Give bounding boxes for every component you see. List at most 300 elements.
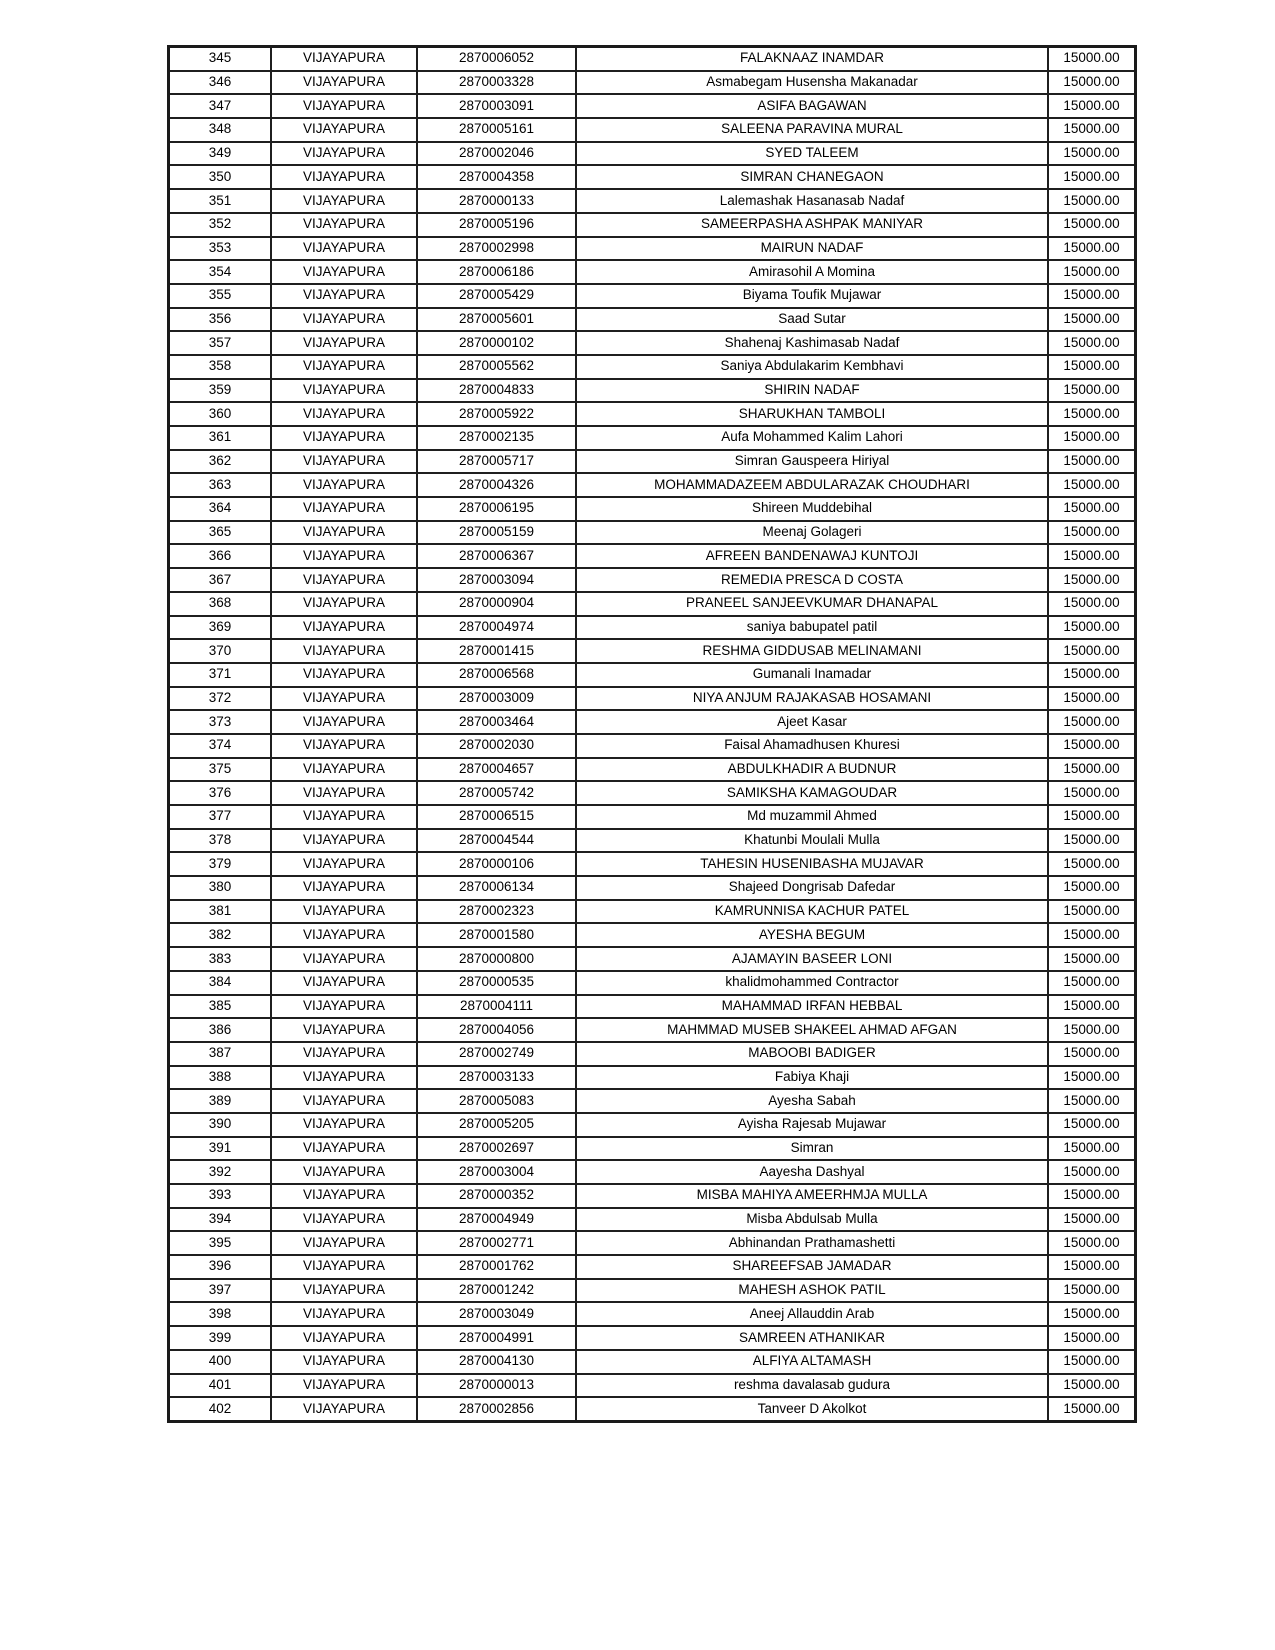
district-cell: VIJAYAPURA	[271, 971, 417, 995]
beneficiary-id-cell: 2870002323	[417, 900, 576, 924]
table-body	[169, 47, 1136, 1422]
beneficiary-name-cell: Gumanali Inamadar	[576, 663, 1048, 687]
serial-number-cell: 378	[169, 829, 272, 853]
beneficiary-id-cell: 2870004657	[417, 758, 576, 782]
district-cell: VIJAYAPURA	[271, 758, 417, 782]
amount-cell: 15000.00	[1048, 1397, 1136, 1421]
beneficiary-id-cell: 2870000535	[417, 971, 576, 995]
table-row	[169, 758, 1136, 782]
table-row	[169, 781, 1136, 805]
amount-cell: 15000.00	[1048, 876, 1136, 900]
district-cell: VIJAYAPURA	[271, 1255, 417, 1279]
serial-number-cell: 387	[169, 1042, 272, 1066]
beneficiary-name-cell: ABDULKHADIR A BUDNUR	[576, 758, 1048, 782]
district-cell: VIJAYAPURA	[271, 781, 417, 805]
beneficiary-id-cell: 2870001242	[417, 1279, 576, 1303]
beneficiary-id-cell: 2870000904	[417, 592, 576, 616]
table-row	[169, 876, 1136, 900]
table-row	[169, 1302, 1136, 1326]
district-cell: VIJAYAPURA	[271, 544, 417, 568]
serial-number-cell: 360	[169, 402, 272, 426]
amount-cell: 15000.00	[1048, 521, 1136, 545]
beneficiary-id-cell: 2870005601	[417, 308, 576, 332]
district-cell: VIJAYAPURA	[271, 995, 417, 1019]
beneficiary-id-cell: 2870006367	[417, 544, 576, 568]
beneficiary-name-cell: Tanveer D Akolkot	[576, 1397, 1048, 1421]
beneficiary-id-cell: 2870005083	[417, 1089, 576, 1113]
district-cell: VIJAYAPURA	[271, 521, 417, 545]
beneficiary-id-cell: 2870004833	[417, 379, 576, 403]
amount-cell: 15000.00	[1048, 379, 1136, 403]
district-cell: VIJAYAPURA	[271, 189, 417, 213]
beneficiary-name-cell: Md muzammil Ahmed	[576, 805, 1048, 829]
beneficiary-name-cell: Ayisha Rajesab Mujawar	[576, 1113, 1048, 1137]
beneficiary-name-cell: Shahenaj Kashimasab Nadaf	[576, 331, 1048, 355]
amount-cell: 15000.00	[1048, 663, 1136, 687]
beneficiary-table-container	[167, 45, 1120, 1423]
amount-cell: 15000.00	[1048, 260, 1136, 284]
serial-number-cell: 364	[169, 497, 272, 521]
serial-number-cell: 383	[169, 947, 272, 971]
amount-cell: 15000.00	[1048, 971, 1136, 995]
beneficiary-name-cell: SALEENA PARAVINA MURAL	[576, 118, 1048, 142]
amount-cell: 15000.00	[1048, 331, 1136, 355]
district-cell: VIJAYAPURA	[271, 710, 417, 734]
beneficiary-name-cell: PRANEEL SANJEEVKUMAR DHANAPAL	[576, 592, 1048, 616]
table-row	[169, 995, 1136, 1019]
beneficiary-name-cell: MAHMMAD MUSEB SHAKEEL AHMAD AFGAN	[576, 1018, 1048, 1042]
beneficiary-id-cell: 2870000352	[417, 1184, 576, 1208]
table-row	[169, 94, 1136, 118]
table-row	[169, 426, 1136, 450]
beneficiary-name-cell: TAHESIN HUSENIBASHA MUJAVAR	[576, 852, 1048, 876]
beneficiary-id-cell: 2870002749	[417, 1042, 576, 1066]
table-row	[169, 331, 1136, 355]
beneficiary-id-cell: 2870002771	[417, 1231, 576, 1255]
serial-number-cell: 379	[169, 852, 272, 876]
beneficiary-name-cell: Biyama Toufik Mujawar	[576, 284, 1048, 308]
serial-number-cell: 401	[169, 1374, 272, 1398]
amount-cell: 15000.00	[1048, 710, 1136, 734]
amount-cell: 15000.00	[1048, 47, 1136, 71]
serial-number-cell: 402	[169, 1397, 272, 1421]
serial-number-cell: 375	[169, 758, 272, 782]
serial-number-cell: 373	[169, 710, 272, 734]
amount-cell: 15000.00	[1048, 734, 1136, 758]
beneficiary-name-cell: NIYA ANJUM RAJAKASAB HOSAMANI	[576, 687, 1048, 711]
beneficiary-name-cell: SAMEERPASHA ASHPAK MANIYAR	[576, 213, 1048, 237]
district-cell: VIJAYAPURA	[271, 687, 417, 711]
serial-number-cell: 354	[169, 260, 272, 284]
serial-number-cell: 388	[169, 1066, 272, 1090]
beneficiary-name-cell: ASIFA BAGAWAN	[576, 94, 1048, 118]
beneficiary-name-cell: AFREEN BANDENAWAJ KUNTOJI	[576, 544, 1048, 568]
serial-number-cell: 381	[169, 900, 272, 924]
beneficiary-name-cell: KAMRUNNISA KACHUR PATEL	[576, 900, 1048, 924]
serial-number-cell: 353	[169, 237, 272, 261]
amount-cell: 15000.00	[1048, 1302, 1136, 1326]
amount-cell: 15000.00	[1048, 995, 1136, 1019]
district-cell: VIJAYAPURA	[271, 331, 417, 355]
table-row	[169, 1018, 1136, 1042]
district-cell: VIJAYAPURA	[271, 923, 417, 947]
serial-number-cell: 369	[169, 616, 272, 640]
district-cell: VIJAYAPURA	[271, 829, 417, 853]
table-row	[169, 1397, 1136, 1421]
amount-cell: 15000.00	[1048, 1113, 1136, 1137]
table-row	[169, 118, 1136, 142]
beneficiary-id-cell: 2870006134	[417, 876, 576, 900]
serial-number-cell: 368	[169, 592, 272, 616]
district-cell: VIJAYAPURA	[271, 1184, 417, 1208]
amount-cell: 15000.00	[1048, 1374, 1136, 1398]
amount-cell: 15000.00	[1048, 1279, 1136, 1303]
amount-cell: 15000.00	[1048, 237, 1136, 261]
table-row	[169, 237, 1136, 261]
beneficiary-name-cell: Simran	[576, 1137, 1048, 1161]
table-row	[169, 213, 1136, 237]
serial-number-cell: 374	[169, 734, 272, 758]
serial-number-cell: 363	[169, 473, 272, 497]
beneficiary-name-cell: khalidmohammed Contractor	[576, 971, 1048, 995]
beneficiary-name-cell: SHARUKHAN TAMBOLI	[576, 402, 1048, 426]
table-row	[169, 710, 1136, 734]
beneficiary-name-cell: Lalemashak Hasanasab Nadaf	[576, 189, 1048, 213]
serial-number-cell: 351	[169, 189, 272, 213]
amount-cell: 15000.00	[1048, 402, 1136, 426]
beneficiary-id-cell: 2870002697	[417, 1137, 576, 1161]
serial-number-cell: 345	[169, 47, 272, 71]
serial-number-cell: 367	[169, 568, 272, 592]
serial-number-cell: 370	[169, 639, 272, 663]
serial-number-cell: 392	[169, 1160, 272, 1184]
serial-number-cell: 398	[169, 1302, 272, 1326]
amount-cell: 15000.00	[1048, 118, 1136, 142]
table-row	[169, 734, 1136, 758]
district-cell: VIJAYAPURA	[271, 284, 417, 308]
district-cell: VIJAYAPURA	[271, 1089, 417, 1113]
amount-cell: 15000.00	[1048, 1160, 1136, 1184]
amount-cell: 15000.00	[1048, 308, 1136, 332]
amount-cell: 15000.00	[1048, 189, 1136, 213]
amount-cell: 15000.00	[1048, 1066, 1136, 1090]
beneficiary-name-cell: SYED TALEEM	[576, 142, 1048, 166]
district-cell: VIJAYAPURA	[271, 497, 417, 521]
beneficiary-id-cell: 2870004974	[417, 616, 576, 640]
table-row	[169, 284, 1136, 308]
beneficiary-id-cell: 2870000106	[417, 852, 576, 876]
district-cell: VIJAYAPURA	[271, 1374, 417, 1398]
beneficiary-name-cell: Abhinandan Prathamashetti	[576, 1231, 1048, 1255]
district-cell: VIJAYAPURA	[271, 1350, 417, 1374]
table-row	[169, 1066, 1136, 1090]
district-cell: VIJAYAPURA	[271, 639, 417, 663]
serial-number-cell: 384	[169, 971, 272, 995]
beneficiary-id-cell: 2870006568	[417, 663, 576, 687]
beneficiary-id-cell: 2870005742	[417, 781, 576, 805]
district-cell: VIJAYAPURA	[271, 426, 417, 450]
table-row	[169, 1208, 1136, 1232]
beneficiary-id-cell: 2870005922	[417, 402, 576, 426]
table-row	[169, 1326, 1136, 1350]
district-cell: VIJAYAPURA	[271, 1018, 417, 1042]
district-cell: VIJAYAPURA	[271, 1326, 417, 1350]
district-cell: VIJAYAPURA	[271, 947, 417, 971]
beneficiary-name-cell: SAMIKSHA KAMAGOUDAR	[576, 781, 1048, 805]
amount-cell: 15000.00	[1048, 544, 1136, 568]
serial-number-cell: 357	[169, 331, 272, 355]
beneficiary-id-cell: 2870001762	[417, 1255, 576, 1279]
amount-cell: 15000.00	[1048, 805, 1136, 829]
amount-cell: 15000.00	[1048, 213, 1136, 237]
table-row	[169, 1279, 1136, 1303]
table-row	[169, 47, 1136, 71]
beneficiary-name-cell: saniya babupatel patil	[576, 616, 1048, 640]
beneficiary-name-cell: MABOOBI BADIGER	[576, 1042, 1048, 1066]
table-row	[169, 1089, 1136, 1113]
beneficiary-id-cell: 2870005205	[417, 1113, 576, 1137]
beneficiary-id-cell: 2870005159	[417, 521, 576, 545]
beneficiary-name-cell: REMEDIA PRESCA D COSTA	[576, 568, 1048, 592]
district-cell: VIJAYAPURA	[271, 592, 417, 616]
beneficiary-id-cell: 2870005429	[417, 284, 576, 308]
beneficiary-id-cell: 2870006195	[417, 497, 576, 521]
amount-cell: 15000.00	[1048, 1231, 1136, 1255]
beneficiary-name-cell: RESHMA GIDDUSAB MELINAMANI	[576, 639, 1048, 663]
beneficiary-name-cell: ALFIYA ALTAMASH	[576, 1350, 1048, 1374]
amount-cell: 15000.00	[1048, 829, 1136, 853]
beneficiary-id-cell: 2870002046	[417, 142, 576, 166]
table-row	[169, 260, 1136, 284]
beneficiary-name-cell: reshma davalasab gudura	[576, 1374, 1048, 1398]
amount-cell: 15000.00	[1048, 450, 1136, 474]
table-row	[169, 1042, 1136, 1066]
table-row	[169, 805, 1136, 829]
table-row	[169, 1255, 1136, 1279]
beneficiary-id-cell: 2870003133	[417, 1066, 576, 1090]
beneficiary-name-cell: SHAREEFSAB JAMADAR	[576, 1255, 1048, 1279]
district-cell: VIJAYAPURA	[271, 47, 417, 71]
serial-number-cell: 377	[169, 805, 272, 829]
beneficiary-id-cell: 2870003094	[417, 568, 576, 592]
serial-number-cell: 365	[169, 521, 272, 545]
serial-number-cell: 361	[169, 426, 272, 450]
beneficiary-name-cell: Aayesha Dashyal	[576, 1160, 1048, 1184]
table-row	[169, 923, 1136, 947]
table-row	[169, 308, 1136, 332]
table-row	[169, 1160, 1136, 1184]
table-row	[169, 663, 1136, 687]
beneficiary-id-cell: 2870004130	[417, 1350, 576, 1374]
serial-number-cell: 393	[169, 1184, 272, 1208]
amount-cell: 15000.00	[1048, 592, 1136, 616]
amount-cell: 15000.00	[1048, 284, 1136, 308]
serial-number-cell: 399	[169, 1326, 272, 1350]
beneficiary-name-cell: AJAMAYIN BASEER LONI	[576, 947, 1048, 971]
district-cell: VIJAYAPURA	[271, 118, 417, 142]
beneficiary-id-cell: 2870005196	[417, 213, 576, 237]
serial-number-cell: 359	[169, 379, 272, 403]
serial-number-cell: 395	[169, 1231, 272, 1255]
table-row	[169, 473, 1136, 497]
beneficiary-id-cell: 2870005717	[417, 450, 576, 474]
table-row	[169, 616, 1136, 640]
amount-cell: 15000.00	[1048, 781, 1136, 805]
district-cell: VIJAYAPURA	[271, 94, 417, 118]
beneficiary-id-cell: 2870002030	[417, 734, 576, 758]
beneficiary-table	[167, 45, 1137, 1423]
district-cell: VIJAYAPURA	[271, 1231, 417, 1255]
serial-number-cell: 350	[169, 165, 272, 189]
beneficiary-id-cell: 2870002998	[417, 237, 576, 261]
table-row	[169, 900, 1136, 924]
amount-cell: 15000.00	[1048, 1018, 1136, 1042]
beneficiary-name-cell: Shajeed Dongrisab Dafedar	[576, 876, 1048, 900]
beneficiary-name-cell: Saad Sutar	[576, 308, 1048, 332]
serial-number-cell: 352	[169, 213, 272, 237]
district-cell: VIJAYAPURA	[271, 213, 417, 237]
table-row	[169, 1231, 1136, 1255]
serial-number-cell: 391	[169, 1137, 272, 1161]
beneficiary-name-cell: Aneej Allauddin Arab	[576, 1302, 1048, 1326]
district-cell: VIJAYAPURA	[271, 1066, 417, 1090]
amount-cell: 15000.00	[1048, 900, 1136, 924]
district-cell: VIJAYAPURA	[271, 876, 417, 900]
beneficiary-name-cell: MAHESH ASHOK PATIL	[576, 1279, 1048, 1303]
beneficiary-name-cell: SHIRIN NADAF	[576, 379, 1048, 403]
table-row	[169, 947, 1136, 971]
serial-number-cell: 386	[169, 1018, 272, 1042]
beneficiary-name-cell: Simran Gauspeera Hiriyal	[576, 450, 1048, 474]
beneficiary-id-cell: 2870003091	[417, 94, 576, 118]
table-row	[169, 189, 1136, 213]
district-cell: VIJAYAPURA	[271, 71, 417, 95]
district-cell: VIJAYAPURA	[271, 165, 417, 189]
serial-number-cell: 362	[169, 450, 272, 474]
district-cell: VIJAYAPURA	[271, 663, 417, 687]
amount-cell: 15000.00	[1048, 1255, 1136, 1279]
district-cell: VIJAYAPURA	[271, 1042, 417, 1066]
table-row	[169, 1137, 1136, 1161]
serial-number-cell: 382	[169, 923, 272, 947]
beneficiary-name-cell: Amirasohil A Momina	[576, 260, 1048, 284]
district-cell: VIJAYAPURA	[271, 260, 417, 284]
serial-number-cell: 358	[169, 355, 272, 379]
serial-number-cell: 348	[169, 118, 272, 142]
beneficiary-id-cell: 2870000013	[417, 1374, 576, 1398]
serial-number-cell: 376	[169, 781, 272, 805]
beneficiary-id-cell: 2870002856	[417, 1397, 576, 1421]
serial-number-cell: 394	[169, 1208, 272, 1232]
beneficiary-id-cell: 2870002135	[417, 426, 576, 450]
district-cell: VIJAYAPURA	[271, 900, 417, 924]
table-row	[169, 592, 1136, 616]
beneficiary-name-cell: Shireen Muddebihal	[576, 497, 1048, 521]
table-row	[169, 165, 1136, 189]
table-row	[169, 639, 1136, 663]
beneficiary-id-cell: 2870003464	[417, 710, 576, 734]
beneficiary-id-cell: 2870003004	[417, 1160, 576, 1184]
beneficiary-name-cell: MAHAMMAD IRFAN HEBBAL	[576, 995, 1048, 1019]
beneficiary-id-cell: 2870001580	[417, 923, 576, 947]
district-cell: VIJAYAPURA	[271, 852, 417, 876]
table-row	[169, 1184, 1136, 1208]
district-cell: VIJAYAPURA	[271, 616, 417, 640]
table-row	[169, 450, 1136, 474]
beneficiary-id-cell: 2870006515	[417, 805, 576, 829]
beneficiary-name-cell: Fabiya Khaji	[576, 1066, 1048, 1090]
beneficiary-name-cell: Faisal Ahamadhusen Khuresi	[576, 734, 1048, 758]
beneficiary-id-cell: 2870000800	[417, 947, 576, 971]
amount-cell: 15000.00	[1048, 852, 1136, 876]
district-cell: VIJAYAPURA	[271, 1279, 417, 1303]
amount-cell: 15000.00	[1048, 758, 1136, 782]
amount-cell: 15000.00	[1048, 639, 1136, 663]
amount-cell: 15000.00	[1048, 947, 1136, 971]
beneficiary-id-cell: 2870004056	[417, 1018, 576, 1042]
table-row	[169, 568, 1136, 592]
serial-number-cell: 390	[169, 1113, 272, 1137]
table-row	[169, 544, 1136, 568]
table-row	[169, 71, 1136, 95]
beneficiary-name-cell: MISBA MAHIYA AMEERHMJA MULLA	[576, 1184, 1048, 1208]
serial-number-cell: 349	[169, 142, 272, 166]
table-row	[169, 402, 1136, 426]
beneficiary-id-cell: 2870001415	[417, 639, 576, 663]
amount-cell: 15000.00	[1048, 142, 1136, 166]
serial-number-cell: 380	[169, 876, 272, 900]
beneficiary-name-cell: Asmabegam Husensha Makanadar	[576, 71, 1048, 95]
amount-cell: 15000.00	[1048, 1184, 1136, 1208]
district-cell: VIJAYAPURA	[271, 1302, 417, 1326]
beneficiary-id-cell: 2870004949	[417, 1208, 576, 1232]
beneficiary-id-cell: 2870006186	[417, 260, 576, 284]
beneficiary-name-cell: Misba Abdulsab Mulla	[576, 1208, 1048, 1232]
table-row	[169, 497, 1136, 521]
table-row	[169, 687, 1136, 711]
beneficiary-id-cell: 2870004326	[417, 473, 576, 497]
beneficiary-id-cell: 2870003009	[417, 687, 576, 711]
district-cell: VIJAYAPURA	[271, 1113, 417, 1137]
beneficiary-name-cell: AYESHA BEGUM	[576, 923, 1048, 947]
district-cell: VIJAYAPURA	[271, 568, 417, 592]
district-cell: VIJAYAPURA	[271, 355, 417, 379]
amount-cell: 15000.00	[1048, 1042, 1136, 1066]
amount-cell: 15000.00	[1048, 165, 1136, 189]
amount-cell: 15000.00	[1048, 355, 1136, 379]
amount-cell: 15000.00	[1048, 1137, 1136, 1161]
beneficiary-name-cell: SAMREEN ATHANIKAR	[576, 1326, 1048, 1350]
district-cell: VIJAYAPURA	[271, 379, 417, 403]
beneficiary-name-cell: Aufa Mohammed Kalim Lahori	[576, 426, 1048, 450]
beneficiary-id-cell: 2870005562	[417, 355, 576, 379]
serial-number-cell: 396	[169, 1255, 272, 1279]
beneficiary-id-cell: 2870006052	[417, 47, 576, 71]
table-row	[169, 971, 1136, 995]
beneficiary-name-cell: Saniya Abdulakarim Kembhavi	[576, 355, 1048, 379]
beneficiary-id-cell: 2870000102	[417, 331, 576, 355]
table-row	[169, 142, 1136, 166]
district-cell: VIJAYAPURA	[271, 1137, 417, 1161]
beneficiary-id-cell: 2870005161	[417, 118, 576, 142]
beneficiary-name-cell: Ajeet Kasar	[576, 710, 1048, 734]
beneficiary-id-cell: 2870004358	[417, 165, 576, 189]
district-cell: VIJAYAPURA	[271, 237, 417, 261]
beneficiary-id-cell: 2870003049	[417, 1302, 576, 1326]
table-row	[169, 1113, 1136, 1137]
beneficiary-name-cell: SIMRAN CHANEGAON	[576, 165, 1048, 189]
district-cell: VIJAYAPURA	[271, 473, 417, 497]
